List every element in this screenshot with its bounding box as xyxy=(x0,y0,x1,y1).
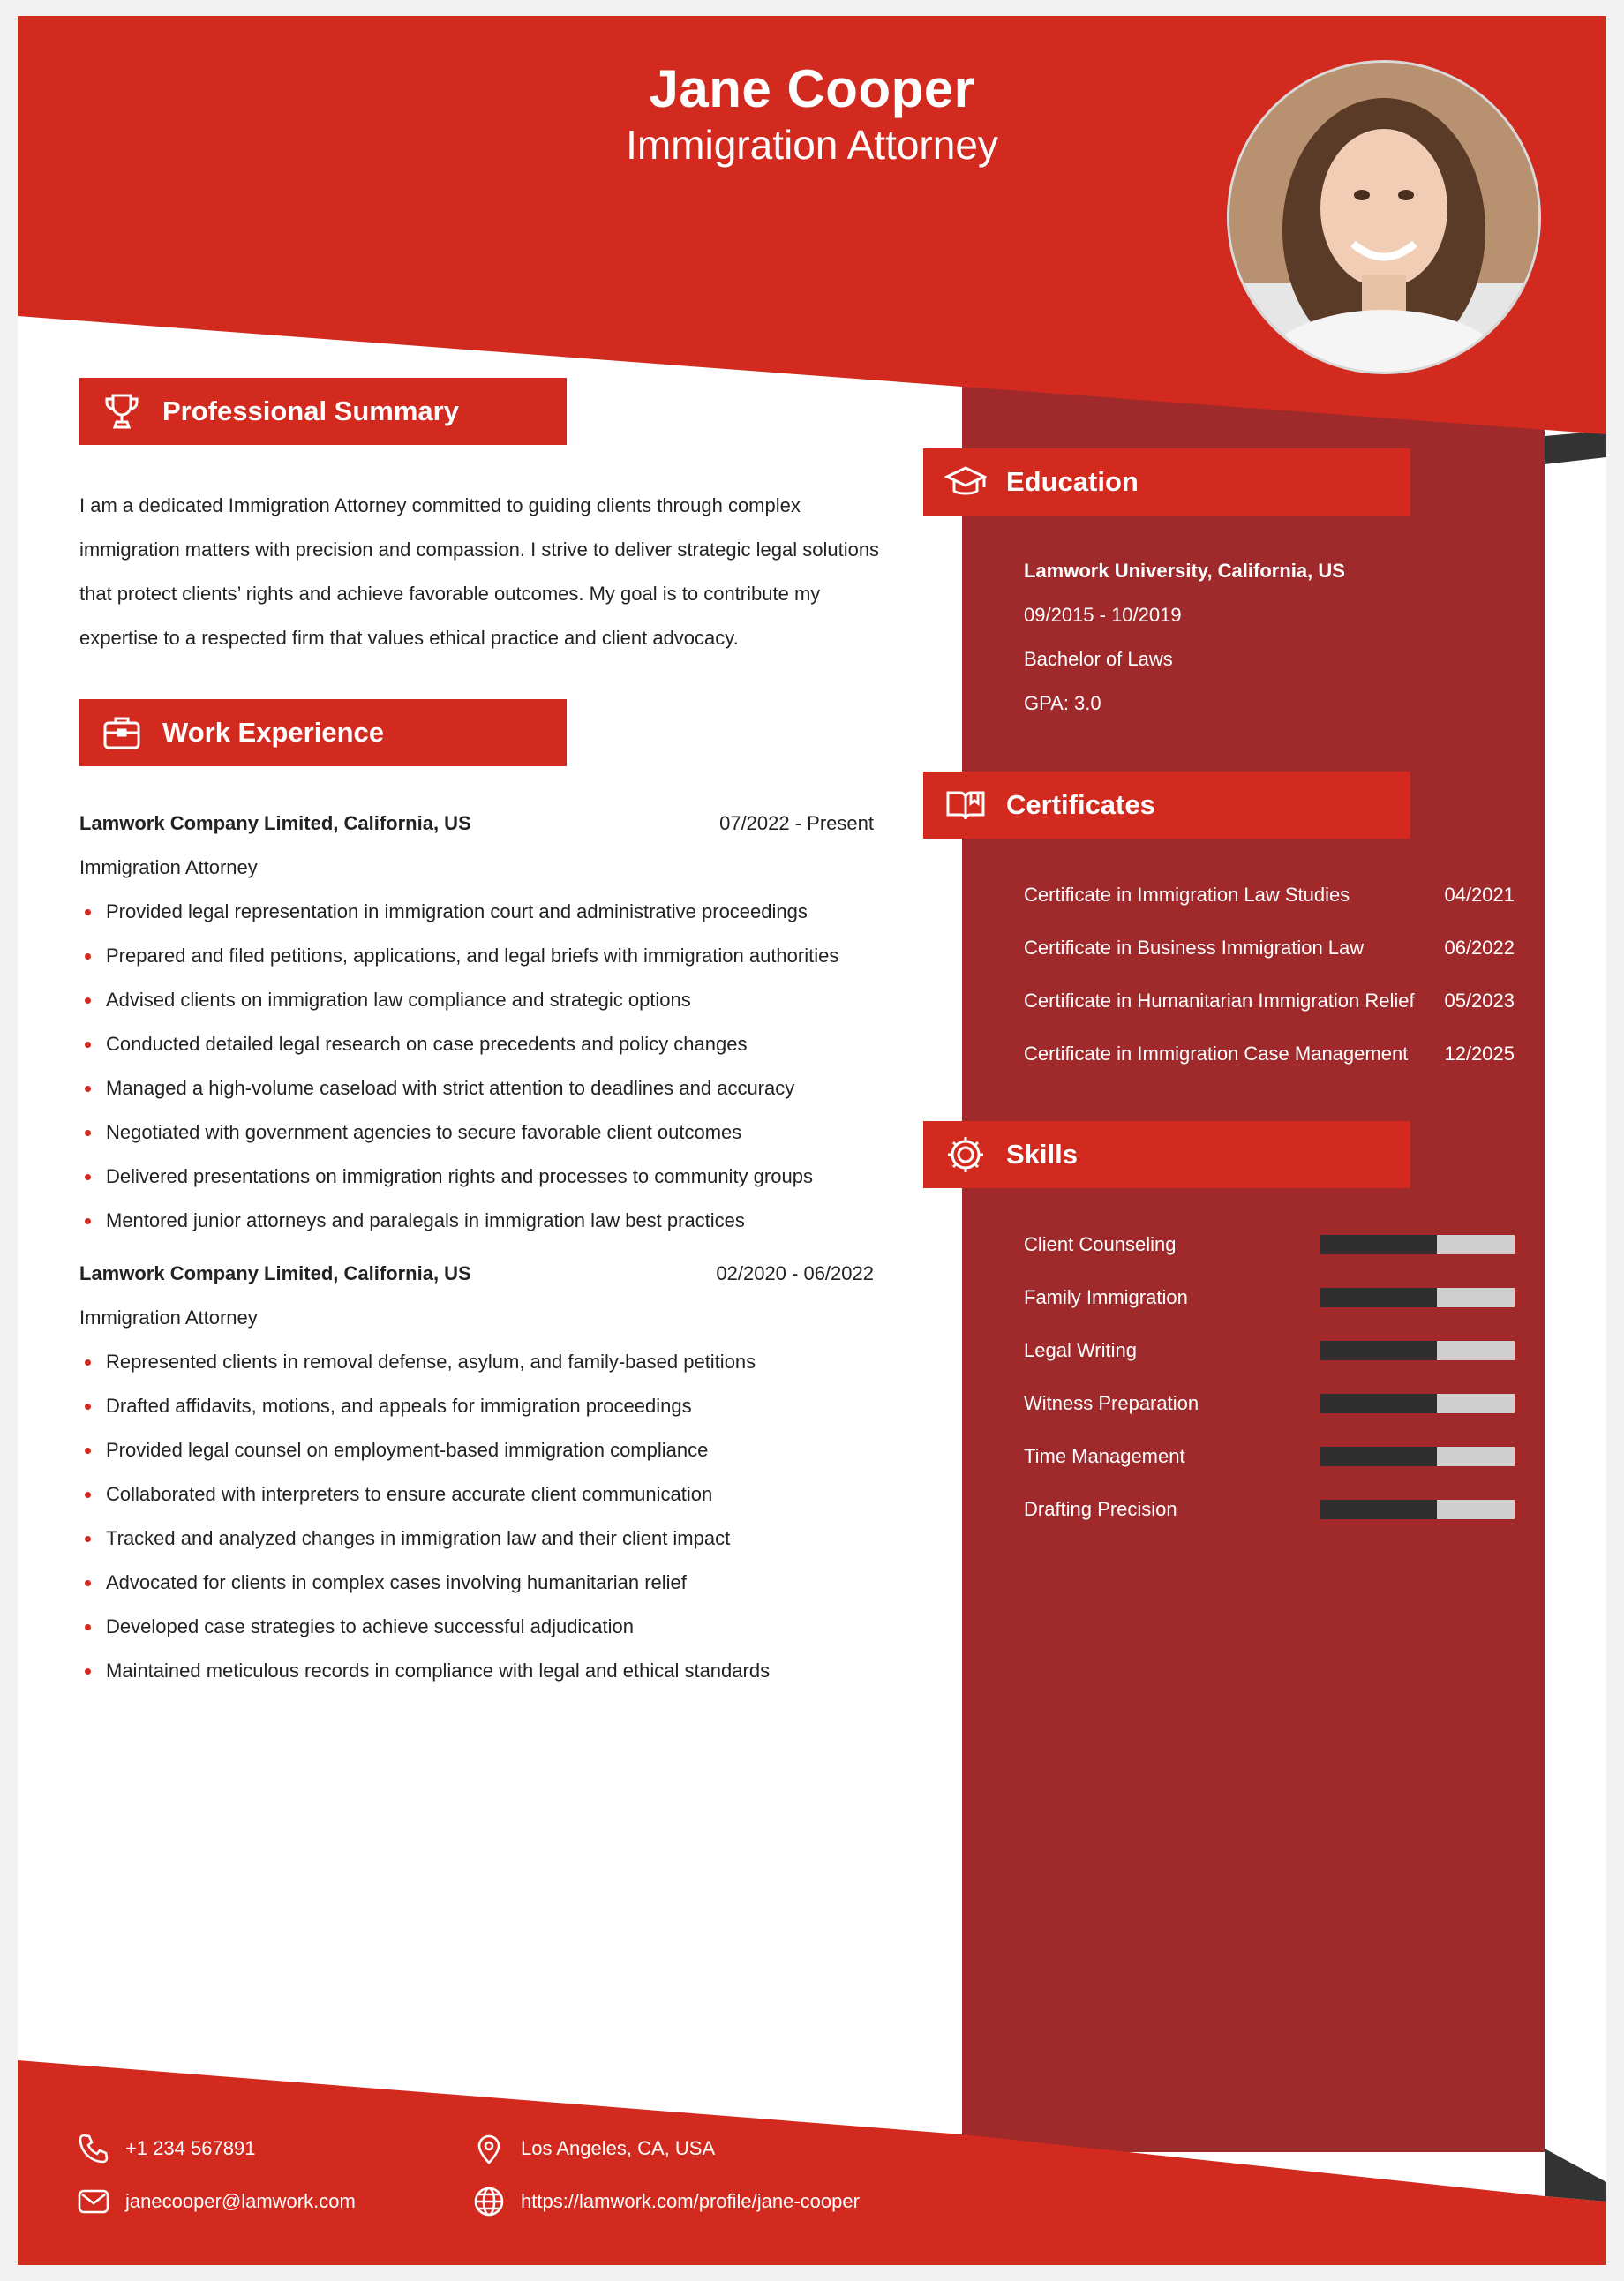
certificates-list xyxy=(1024,869,1515,1080)
graduation-cap-icon xyxy=(943,459,989,505)
list-item: Conducted detailed legal research on case precedents and policy changes xyxy=(79,1022,874,1066)
list-item xyxy=(1024,1218,1515,1271)
certificate-date: 05/2023 xyxy=(1444,990,1515,1012)
section-title: Certificates xyxy=(1006,789,1155,820)
contact-website-text: https://lamwork.com/profile/jane-cooper xyxy=(521,2190,860,2212)
list-item xyxy=(1024,869,1515,922)
education-degree: Bachelor of Laws xyxy=(1024,648,1173,670)
summary-text xyxy=(79,484,891,660)
skill-name: Family Immigration xyxy=(1024,1286,1188,1308)
job-dates: 07/2022 - Present xyxy=(719,812,874,834)
list-item: Collaborated with interpreters to ensure accurate client communication xyxy=(79,1472,874,1517)
certificate-date: 04/2021 xyxy=(1444,884,1515,906)
list-item: Advocated for clients in complex cases involving humanitarian relief xyxy=(79,1561,874,1605)
resume-page xyxy=(18,16,1606,2265)
education-details xyxy=(1024,549,1345,726)
list-item xyxy=(1024,1377,1515,1430)
certificate-name: Certificate in Humanitarian Immigration Relief xyxy=(1024,990,1415,1012)
list-item xyxy=(1024,1028,1515,1080)
list-item xyxy=(1024,922,1515,975)
list-item xyxy=(1024,1483,1515,1536)
skill-level-bar xyxy=(1320,1394,1515,1413)
section-education xyxy=(923,448,1410,516)
education-gpa: GPA: 3.0 xyxy=(1024,692,1101,714)
profile-photo xyxy=(1227,60,1541,374)
briefcase-icon xyxy=(99,710,145,756)
job-role: Immigration Attorney xyxy=(79,856,258,878)
list-item: Delivered presentations on immigration rights and processes to community groups xyxy=(79,1155,874,1199)
trophy-icon xyxy=(99,388,145,434)
section-title: Education xyxy=(1006,466,1139,497)
skill-level-bar xyxy=(1320,1341,1515,1360)
skill-level-bar xyxy=(1320,1288,1515,1307)
contact-website[interactable] xyxy=(471,2182,860,2221)
job-role: Immigration Attorney xyxy=(79,1306,258,1329)
location-pin-icon xyxy=(471,2131,507,2166)
candidate-name: Jane Cooper xyxy=(649,59,975,118)
job-dates: 02/2020 - 06/2022 xyxy=(716,1262,874,1284)
job-bullets xyxy=(79,1340,874,1693)
job-bullets xyxy=(79,890,874,1243)
certificate-name: Certificate in Immigration Law Studies xyxy=(1024,884,1350,906)
contact-location-text: Los Angeles, CA, USA xyxy=(521,2137,716,2159)
section-title: Professional Summary xyxy=(162,395,459,426)
list-item: Advised clients on immigration law compliance and strategic options xyxy=(79,978,874,1022)
section-title: Work Experience xyxy=(162,717,384,748)
section-title: Skills xyxy=(1006,1139,1078,1170)
summary-line: expertise to a respected firm that values ethical practice and client advocacy. xyxy=(79,627,739,649)
list-item: Negotiated with government agencies to secure favorable client outcomes xyxy=(79,1110,874,1155)
skill-name: Drafting Precision xyxy=(1024,1498,1177,1520)
education-school: Lamwork University, California, US xyxy=(1024,560,1345,582)
list-item xyxy=(1024,1324,1515,1377)
contact-email-text: janecooper@lamwork.com xyxy=(125,2190,356,2212)
section-skills xyxy=(923,1121,1410,1188)
open-book-icon xyxy=(943,782,989,828)
list-item: Provided legal representation in immigration court and administrative proceedings xyxy=(79,890,874,934)
list-item xyxy=(1024,975,1515,1028)
certificate-date: 12/2025 xyxy=(1444,1043,1515,1065)
job-entry xyxy=(79,1252,874,1693)
list-item: Tracked and analyzed changes in immigration law and their client impact xyxy=(79,1517,874,1561)
section-certificates xyxy=(923,772,1410,839)
certificate-name: Certificate in Immigration Case Management xyxy=(1024,1043,1409,1065)
list-item: Developed case strategies to achieve successful adjudication xyxy=(79,1605,874,1649)
contact-location xyxy=(471,2129,715,2168)
list-item: Maintained meticulous records in compliance with legal and ethical standards xyxy=(79,1649,874,1693)
list-item: Mentored junior attorneys and paralegals in immigration law best practices xyxy=(79,1199,874,1243)
skill-level-bar xyxy=(1320,1500,1515,1519)
section-professional-summary xyxy=(79,378,567,445)
list-item: Provided legal counsel on employment-based immigration compliance xyxy=(79,1428,874,1472)
skill-level-bar xyxy=(1320,1235,1515,1254)
contact-phone-text: +1 234 567891 xyxy=(125,2137,256,2159)
envelope-icon xyxy=(76,2184,111,2219)
certificate-date: 06/2022 xyxy=(1444,937,1515,959)
skill-name: Witness Preparation xyxy=(1024,1392,1199,1414)
list-item xyxy=(1024,1271,1515,1324)
job-entry xyxy=(79,802,874,1243)
phone-icon xyxy=(76,2131,111,2166)
summary-line: I am a dedicated Immigration Attorney committed to guiding clients through complex xyxy=(79,494,801,516)
globe-icon xyxy=(471,2184,507,2219)
list-item: Prepared and filed petitions, applications, and legal briefs with immigration authorities xyxy=(79,934,874,978)
skill-name: Legal Writing xyxy=(1024,1339,1137,1361)
gear-icon xyxy=(943,1132,989,1178)
contact-email[interactable] xyxy=(76,2182,356,2221)
job-company: Lamwork Company Limited, California, US xyxy=(79,812,471,834)
summary-line: that protect clients’ rights and achieve favorable outcomes. My goal is to contribute my xyxy=(79,583,821,605)
list-item: Represented clients in removal defense, asylum, and family-based petitions xyxy=(79,1340,874,1384)
certificate-name: Certificate in Business Immigration Law xyxy=(1024,937,1365,959)
job-company: Lamwork Company Limited, California, US xyxy=(79,1262,471,1284)
skills-list xyxy=(1024,1218,1515,1536)
section-work-experience xyxy=(79,699,567,766)
skill-level-bar xyxy=(1320,1447,1515,1466)
list-item: Drafted affidavits, motions, and appeals for immigration proceedings xyxy=(79,1384,874,1428)
education-dates: 09/2015 - 10/2019 xyxy=(1024,604,1182,626)
list-item xyxy=(1024,1430,1515,1483)
contact-phone[interactable] xyxy=(76,2129,255,2168)
summary-line: immigration matters with precision and compassion. I strive to deliver strategic legal solutions xyxy=(79,538,880,561)
skill-name: Client Counseling xyxy=(1024,1233,1177,1255)
skill-name: Time Management xyxy=(1024,1445,1185,1467)
list-item: Managed a high-volume caseload with strict attention to deadlines and accuracy xyxy=(79,1066,874,1110)
candidate-title: Immigration Attorney xyxy=(626,122,998,168)
